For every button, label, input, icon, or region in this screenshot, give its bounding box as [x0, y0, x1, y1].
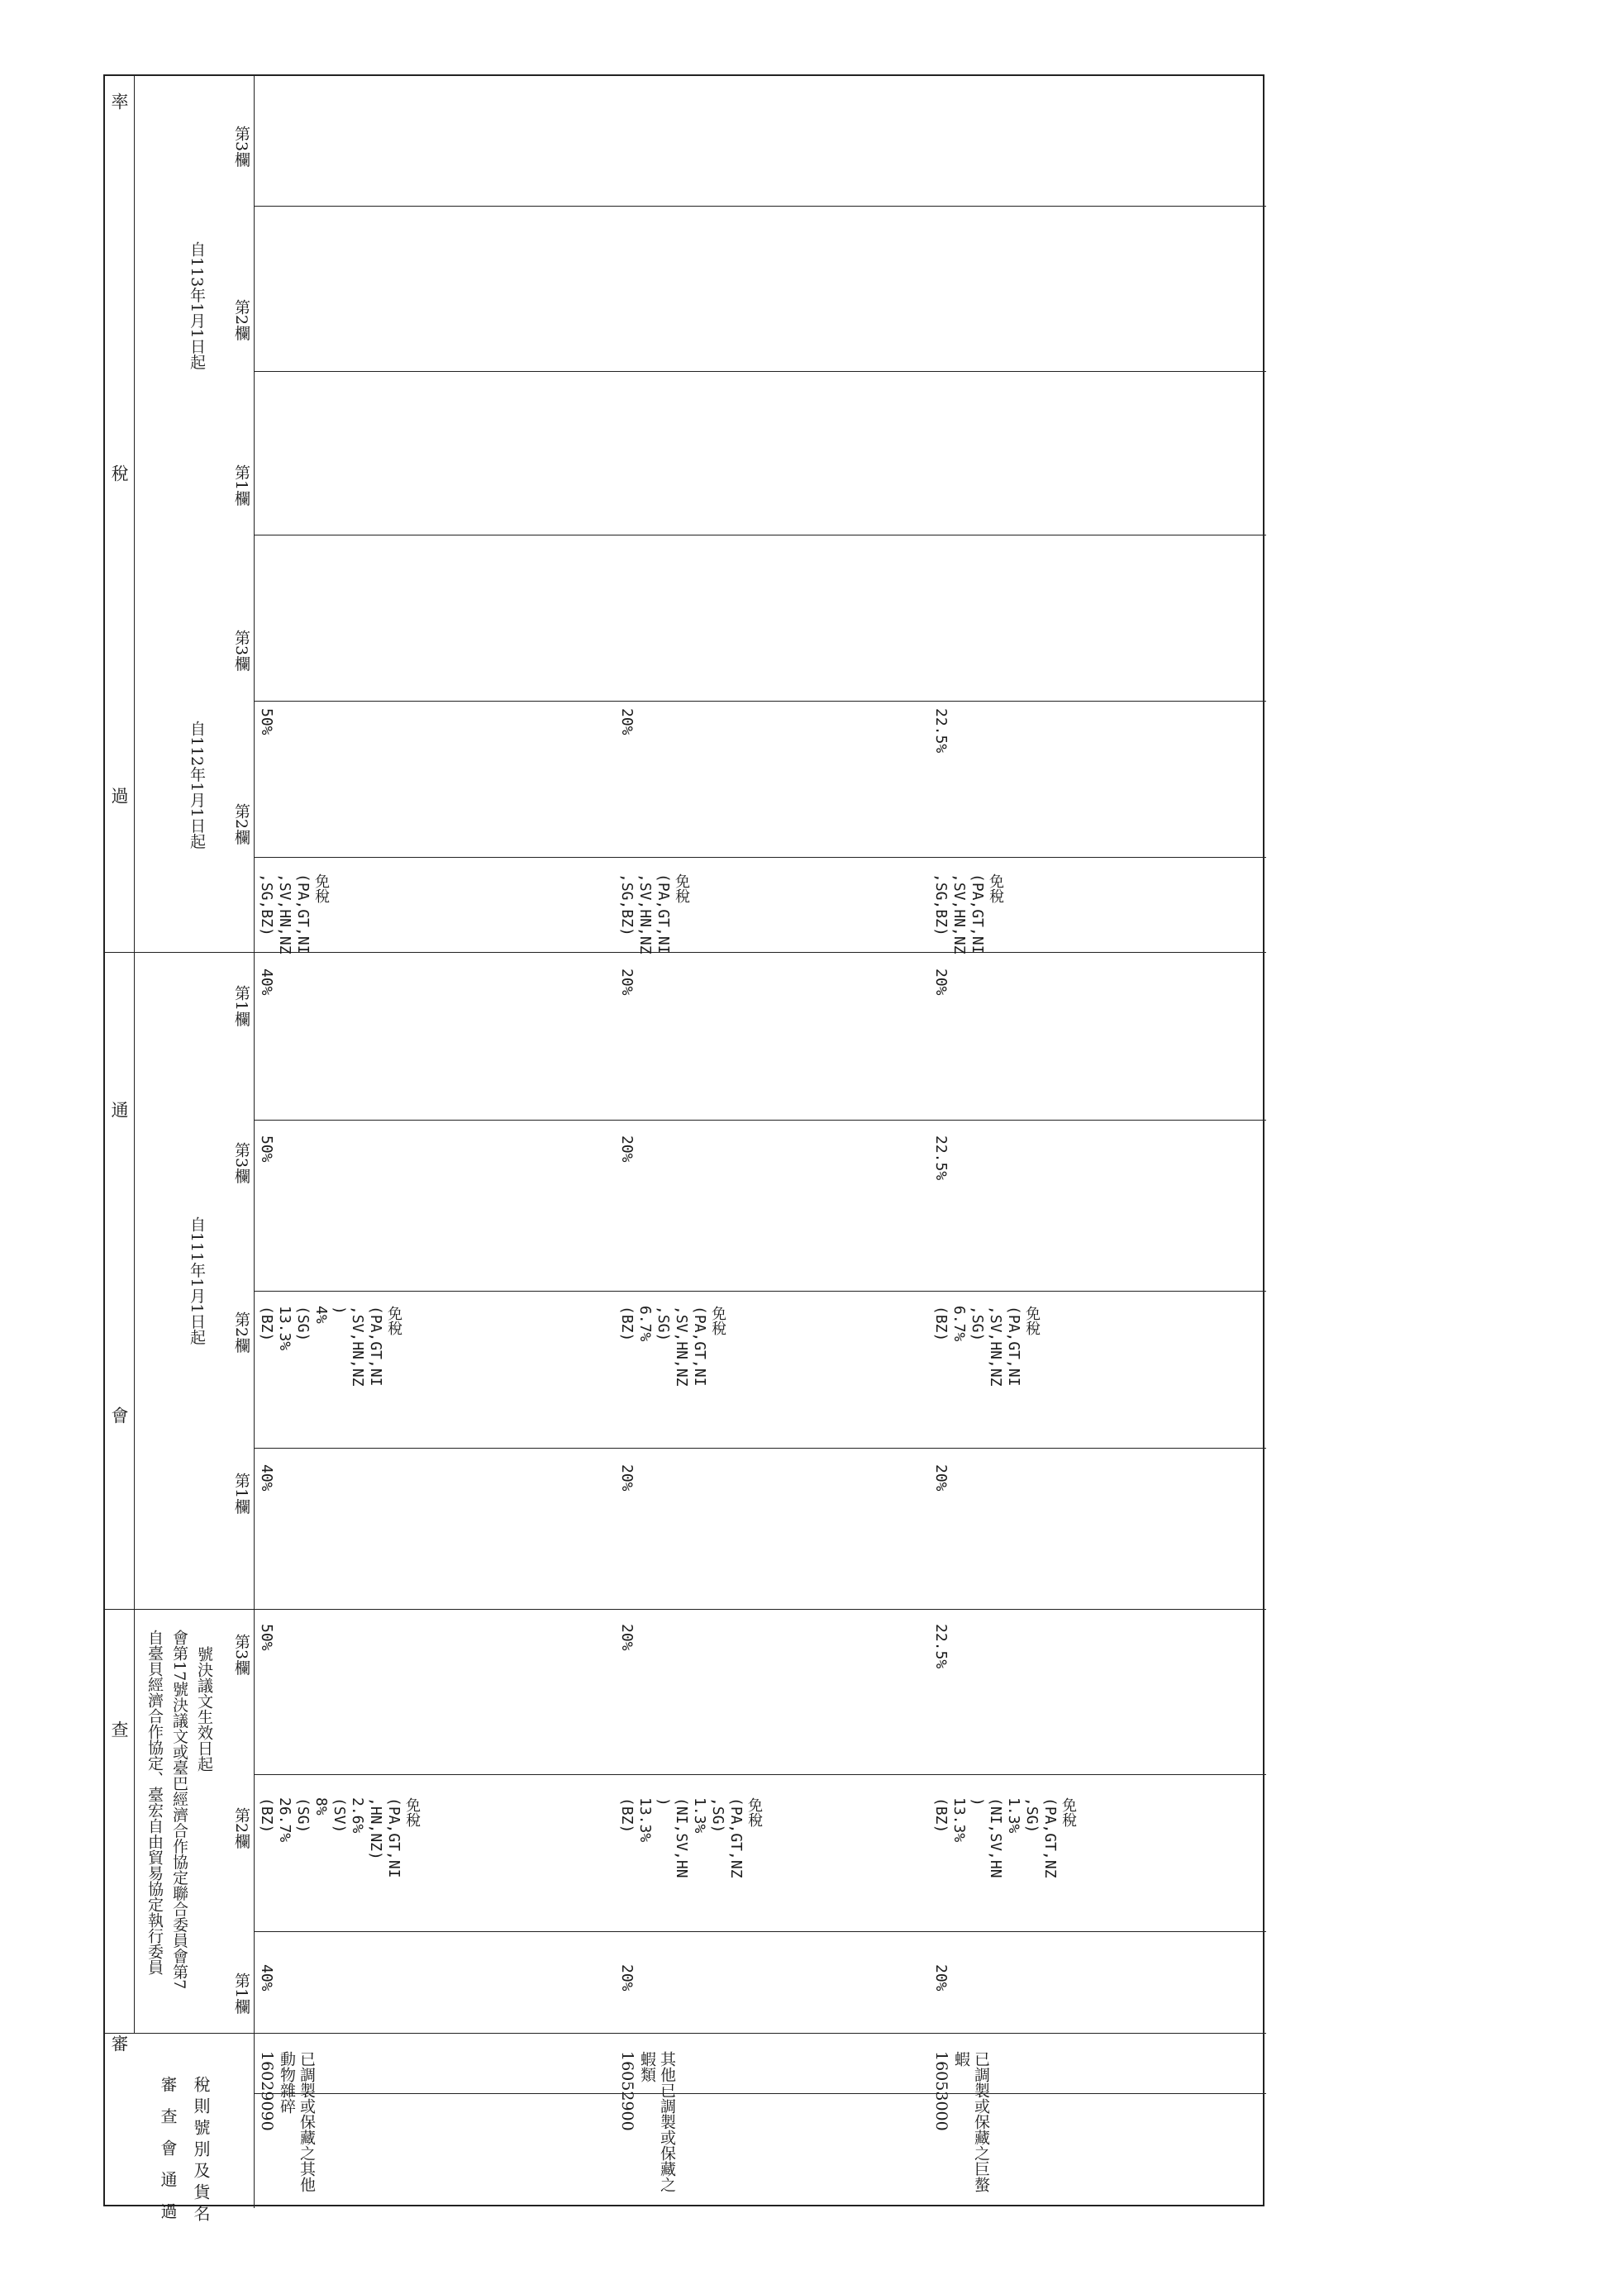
- row-1-p0-c2: 免稅 (PA,GT,NZ ,SG) 1.3% (NI,SV,HN ) 13.3% (BZ): [618, 1797, 763, 1878]
- tariff-table: [103, 74, 1264, 2226]
- row-0-p2-c2: 免稅 (PA,GT,NI ,SV,HN,NZ ,SG,BZ): [258, 873, 330, 954]
- row-0-p1-c2: 免稅 (PA,GT,NI ,SV,HN,NZ ) 4% (SG) 13.3% (BZ): [258, 1306, 402, 1387]
- row-2-code: 16053000: [932, 2051, 950, 2131]
- row-2-p0-c3: 22.5%: [932, 1624, 950, 1669]
- col-header: 第1欄: [232, 1473, 250, 1515]
- row-1-p2-c2: 免稅 (PA,GT,NI ,SV,HN,NZ ,SG,BZ): [618, 873, 690, 954]
- rule-h-c: [254, 206, 1266, 207]
- row-1-p0-c3: 20%: [618, 1624, 636, 1651]
- row-1-code: 16052900: [618, 2051, 636, 2131]
- row-2-p0-c2: 免稅 (PA,GT,NZ ,SG) 1.3% (NI,SV,HN ) 13.3% (BZ): [932, 1797, 1077, 1878]
- rule-v-banner: [134, 76, 135, 2033]
- row-0-p0-c1: 40%: [258, 1964, 275, 1992]
- rule-h-c: [254, 2093, 1266, 2094]
- period-2-label: 自112年1月1日起: [188, 721, 206, 850]
- row-1-p1-c1: 20%: [618, 1464, 636, 1492]
- corner-header-line1: 審 查 會 通 過: [158, 2076, 178, 2225]
- period-1-label: 自111年1月1日起: [188, 1216, 206, 1345]
- rule-h-c: [254, 371, 1266, 372]
- row-2-p0-c1: 20%: [932, 1964, 950, 1992]
- row-0-code: 16029090: [258, 2051, 276, 2131]
- col-header: 第2欄: [232, 803, 250, 845]
- col-header: 第2欄: [232, 299, 250, 341]
- rule-h-c: [254, 1120, 1266, 1121]
- banner-char: 通: [109, 1101, 129, 1120]
- period-3-label: 自113年1月1日起: [188, 241, 206, 370]
- col-header: 第2欄: [232, 1311, 250, 1354]
- period-0-label: 自臺貝經濟合作協定、臺宏自由貿易協定執行委員: [145, 1630, 164, 1975]
- col-header: 第2欄: [232, 1807, 250, 1849]
- rule-h-p3: [105, 2033, 1266, 2034]
- row-1-p2-c1: 20%: [618, 969, 636, 996]
- row-2-name: 已調製或保藏之巨螯蝦: [952, 2051, 990, 2192]
- row-0-p1-c3: 50%: [258, 1135, 275, 1163]
- banner-char: 審: [109, 2035, 129, 2054]
- row-2-p1-c2: 免稅 (PA,GT,NI ,SV,HN,NZ ,SG) 6.7% (BZ): [932, 1306, 1041, 1387]
- row-1-name: 其他已調製或保藏之蝦類: [638, 2051, 676, 2192]
- banner-char: 過: [109, 787, 129, 806]
- row-0-p1-c1: 40%: [258, 1464, 275, 1492]
- rule-h-p2: [105, 1609, 1266, 1610]
- row-2-p2-c2: 免稅 (PA,GT,NI ,SV,HN,NZ ,SG,BZ): [932, 873, 1004, 954]
- rule-h-c: [254, 701, 1266, 702]
- row-0-p0-c3: 50%: [258, 1624, 275, 1651]
- col-header: 第3欄: [232, 126, 250, 168]
- row-0-p2-c3: 50%: [258, 708, 275, 735]
- row-1-p1-c3: 20%: [618, 1135, 636, 1163]
- row-2-p1-c3: 22.5%: [932, 1135, 950, 1181]
- col-header: 第3欄: [232, 1634, 250, 1676]
- row-2-p2-c1: 20%: [932, 969, 950, 996]
- rule-h-c: [254, 1774, 1266, 1775]
- rule-h-c: [254, 1931, 1266, 1932]
- banner-char: 會: [109, 1406, 129, 1425]
- col-header: 第1欄: [232, 985, 250, 1027]
- rule-h-c: [254, 1291, 1266, 1292]
- row-1-p2-c3: 20%: [618, 708, 636, 735]
- col-header: 第3欄: [232, 1142, 250, 1184]
- row-2-p1-c1: 20%: [932, 1464, 950, 1492]
- corner-header-line2: 稅則號別及貨名: [191, 2076, 211, 2226]
- period-0-label: 號決議文生效日起: [195, 1646, 213, 1772]
- row-0-p0-c2: 免稅 (PA,GT,NI ,HN,NZ) 2.6% (SV) 8% (SG) 26.7% (BZ): [258, 1797, 421, 1878]
- row-1-p1-c2: 免稅 (PA,GT,NI ,SV,HN,NZ ,SG) 6.7% (BZ): [618, 1306, 726, 1387]
- row-1-p0-c1: 20%: [618, 1964, 636, 1992]
- row-0-p2-c1: 40%: [258, 969, 275, 996]
- banner-char: 稅: [109, 464, 129, 483]
- col-header: 第1欄: [232, 1973, 250, 2015]
- banner-char: 查: [109, 1720, 129, 1740]
- rule-h-c: [254, 857, 1266, 858]
- row-0-name: 已調製或保藏之其他動物雜碎: [278, 2051, 316, 2192]
- banner-char: 率: [109, 93, 129, 112]
- col-header: 第1欄: [232, 464, 250, 507]
- period-0-label: 會第17號決議文或臺巴經濟合作協定聯合委員會第7: [170, 1630, 188, 1990]
- col-header: 第3欄: [232, 630, 250, 672]
- rule-v-header: [254, 76, 255, 2208]
- row-2-p2-c3: 22.5%: [932, 708, 950, 754]
- rule-h-c: [254, 1448, 1266, 1449]
